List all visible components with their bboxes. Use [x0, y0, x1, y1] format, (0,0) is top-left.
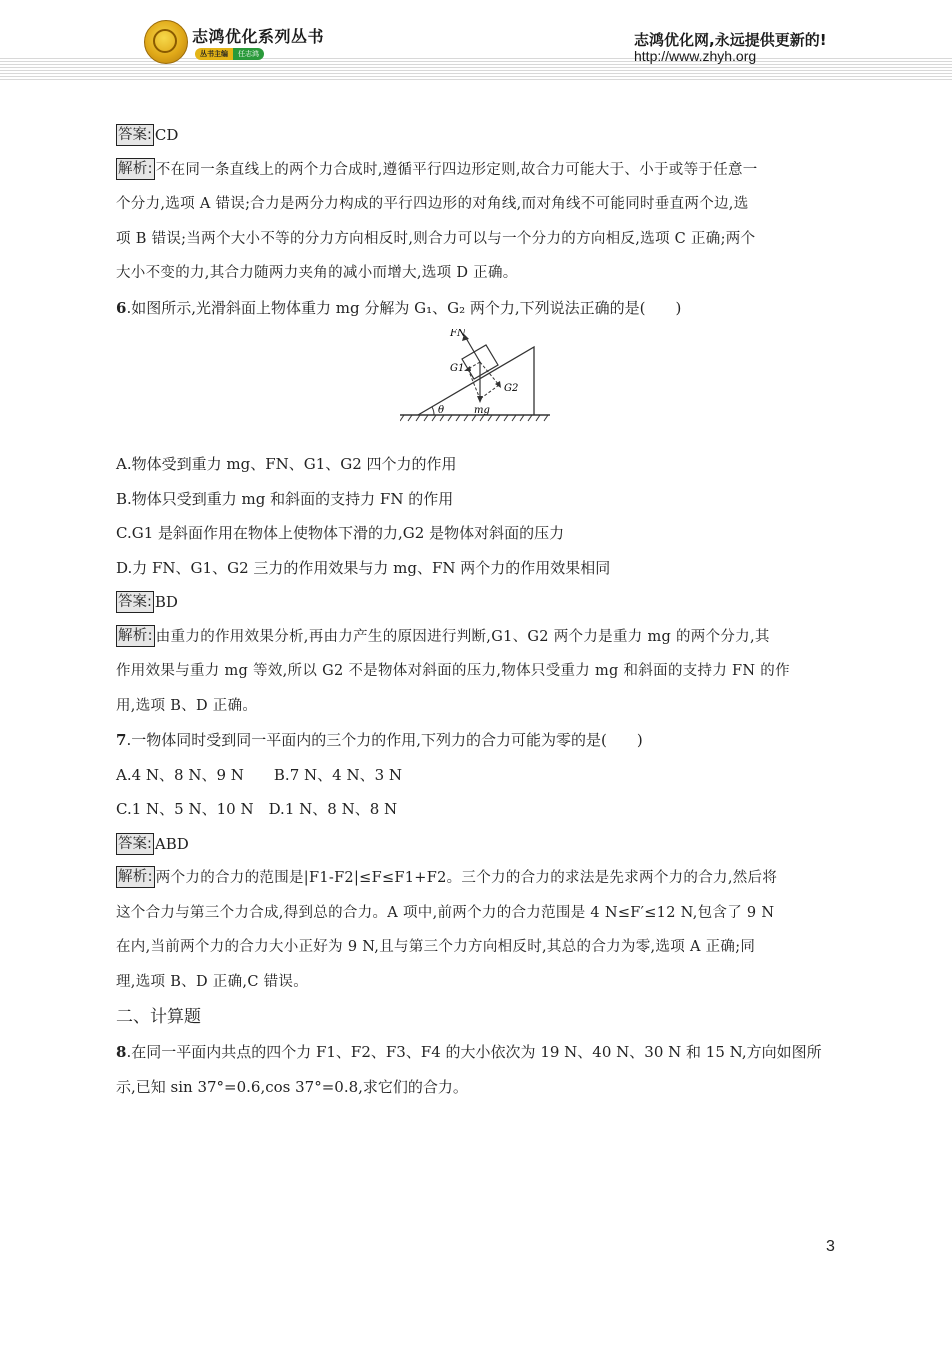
q6-option-a: A.物体受到重力 mg、FN、G1、G2 四个力的作用 — [116, 455, 457, 473]
g1-label: G1 — [450, 363, 465, 374]
header-slogan: 志鸿优化网,永远提供更新的! — [634, 31, 827, 49]
answer-tag: 答案: — [116, 124, 154, 146]
q7-options-row: A.4 N、8 N、9 N B.7 N、4 N、3 N — [116, 765, 403, 784]
q6-option-d: D.力 FN、G1、G2 三力的作用效果与力 mg、FN 两个力的作用效果相同 — [116, 558, 611, 577]
q7-stem-text: .一物体同时受到同一平面内的三个力的作用,下列力的合力可能为零的是( ) — [126, 731, 643, 749]
answer-tag: 答案: — [116, 833, 154, 855]
analysis-tag: 解析: — [116, 625, 155, 647]
q7-analysis-text: 两个力的合力的范围是|F1-F2|≤F≤F1+F2。三个力的合力的求法是先求两个力的合力,然后将 — [155, 870, 778, 886]
theta-label: θ — [438, 405, 445, 416]
page-number: 3 — [826, 1238, 835, 1255]
q6-stem-text: .如图所示,光滑斜面上物体重力 mg 分解为 G₁、G₂ 两个力,下列说法正确的是( ) — [126, 298, 682, 317]
fn-label: FN — [450, 329, 466, 339]
q6-option-c: C.G1 是斜面作用在物体上使物体下滑的力,G2 是物体对斜面的压力 — [116, 524, 565, 542]
q7-number: 7 — [116, 731, 127, 749]
q6-answer: BD — [154, 593, 178, 611]
q7-analysis-line — [116, 861, 840, 896]
q5-answer: CD — [154, 126, 179, 144]
q8-number: 8 — [116, 1043, 127, 1061]
series-editor-label: 丛书主编 — [195, 48, 233, 60]
q8-stem-continued: 示,已知 sin 37°=0.6,cos 37°=0.8,求它们的合力。 — [116, 1077, 468, 1096]
document-body — [116, 118, 840, 1104]
q7-options-row: C.1 N、5 N、10 N D.1 N、8 N、8 N — [116, 800, 398, 818]
series-editor-name: 任志鸿 — [233, 48, 264, 60]
q7-analysis-line: 在内,当前两个力的合力大小正好为 9 N,且与第三个力方向相反时,其总的合力为零,选项 A 正确;同 — [116, 939, 756, 955]
q5-analysis-line — [116, 153, 840, 188]
incline-figure — [116, 325, 840, 447]
q7-analysis-line: 理,选项 B、D 正确,C 错误。 — [116, 973, 309, 990]
q6-analysis-line: 作用效果与重力 mg 等效,所以 G2 不是物体对斜面的压力,物体只受重力 mg 和斜面的支持力 FN 的作 — [116, 663, 790, 679]
q5-analysis-line: 个分力,选项 A 错误;合力是两分力构成的平行四边形的对角线,而对角线不可能同时垂直两个边,选 — [116, 196, 749, 212]
q6-option-b: B.物体只受到重力 mg 和斜面的支持力 FN 的作用 — [116, 489, 454, 508]
q7-answer: ABD — [154, 834, 189, 853]
q5-answer-line — [116, 118, 840, 153]
q6-answer-line — [116, 585, 840, 620]
q7-analysis-line: 这个合力与第三个力合成,得到总的合力。A 项中,前两个力的合力范围是 4 N≤F′≤12 N,包含了 9 N — [116, 904, 775, 921]
incline-diagram — [400, 329, 550, 437]
q6-analysis-line: 用,选项 B、D 正确。 — [116, 697, 258, 714]
series-editor-bar — [195, 48, 264, 60]
g2-label: G2 — [504, 383, 519, 394]
q6-analysis-line — [116, 620, 840, 655]
header-stripes — [0, 58, 952, 80]
q7-answer-line — [116, 827, 840, 862]
series-logo — [144, 20, 188, 64]
q5-analysis-line: 项 B 错误;当两个大小不等的分力方向相反时,则合力可以与一个分力的方向相反,选项 C 正确;两个 — [116, 230, 756, 247]
q5-analysis-line: 大小不变的力,其合力随两力夹角的减小而增大,选项 D 正确。 — [116, 265, 518, 281]
answer-tag: 答案: — [116, 591, 154, 613]
q6-stem — [116, 291, 840, 326]
header-url[interactable]: http://www.zhyh.org — [634, 48, 757, 64]
q6-number: 6 — [116, 298, 127, 317]
section-heading: 二、计算题 — [116, 1007, 201, 1027]
analysis-tag: 解析: — [116, 158, 155, 180]
q6-analysis-text: 由重力的作用效果分析,再由力产生的原因进行判断,G1、G2 两个力是重力 mg 的两个分力,其 — [155, 628, 770, 645]
page-header — [0, 0, 952, 80]
q7-stem — [116, 723, 840, 758]
analysis-tag: 解析: — [116, 866, 155, 888]
q5-analysis-text: 不在同一条直线上的两个力合成时,遵循平行四边形定则,故合力可能大于、小于或等于任意一 — [155, 161, 758, 178]
q8-stem-text: .在同一平面内共点的四个力 F1、F2、F3、F4 的大小依次为 19 N、40 N、30 N 和 15 N,方向如图所 — [126, 1043, 822, 1061]
series-title: 志鸿优化系列丛书 — [192, 27, 325, 46]
q8-stem — [116, 1035, 840, 1070]
mg-label: mg — [474, 405, 490, 416]
